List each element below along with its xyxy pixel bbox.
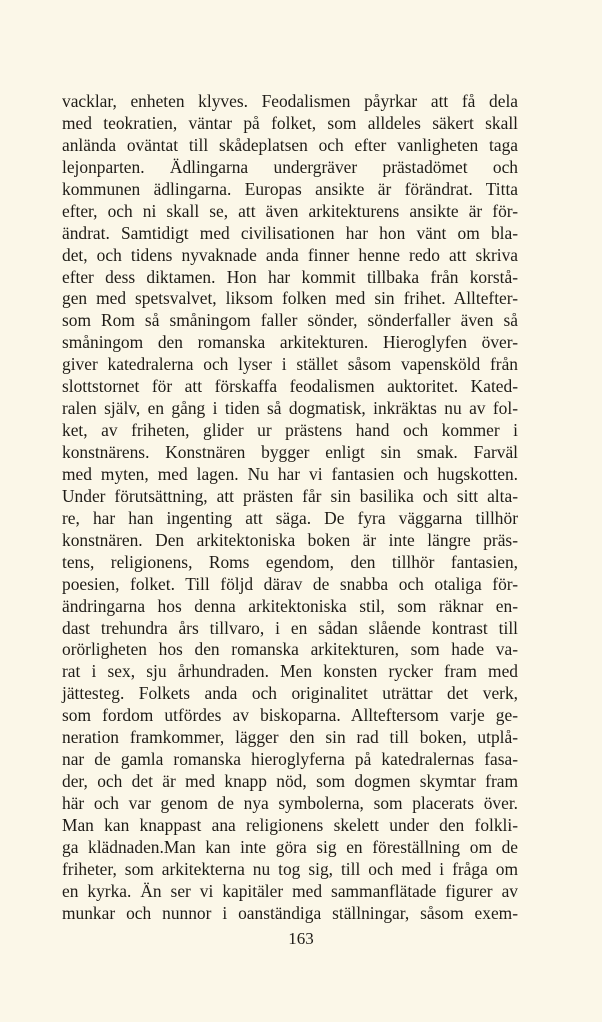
text-line-1: vacklar, enheten klyves. Feodalismen påyrkar att få dela — [62, 91, 518, 111]
text-line-10: gen med spetsvalvet, liksom folken med sin frihet. Alltefter- — [62, 288, 518, 309]
text-line-28: jättesteg. Folkets anda och originalitet uträttar det verk, — [62, 683, 518, 704]
text-line-33: här och var genom de nya symbolerna, som placerats över. — [62, 793, 518, 813]
text-line-26: orörligheten hos den romanska arkitekturen, som hade va- — [62, 639, 518, 660]
text-line-29: som fordom utfördes av biskoparna. Allteftersom varje ge- — [62, 705, 518, 726]
text-line-11: som Rom så småningom faller sönder, sönderfaller även så — [62, 310, 518, 331]
page-number: 163 — [288, 929, 314, 948]
text-line-31: nar de gamla romanska hieroglyferna på katedralernas fasa- — [62, 749, 518, 770]
text-line-35: ga klädnaden.Man kan inte göra sig en föreställning om de — [62, 836, 518, 857]
text-line-38: munkar och nunnor i oanständiga ställningar, såsom exem- — [62, 902, 518, 923]
text-line-37: en kyrka. Än ser vi kapitäler med sammanflätade figurer av — [62, 880, 518, 901]
text-line-7: ändrat. Samtidigt med civilisationen har hon vänt om bla- — [62, 222, 518, 243]
text-line-8: det, och tidens nyvaknade anda finner henne redo att skriva — [62, 244, 518, 265]
text-line-17: konstnärens. Konstnären bygger enligt sin smak. Farväl — [62, 442, 518, 462]
text-line-14: slottstornet för att förskaffa feodalismen auktoritet. Kated- — [62, 376, 518, 397]
text-line-27: rat i sex, sju århundraden. Men konsten rycker fram med — [62, 661, 518, 682]
text-line-32: der, och det är med knapp nöd, som dogmen skymtar fram — [62, 771, 518, 792]
text-line-18: med myten, med lagen. Nu har vi fantasien och hugskotten. — [62, 463, 518, 484]
text-line-12: småningom den romanska arkitekturen. Hieroglyfen över- — [62, 332, 518, 353]
text-line-20: re, har han ingenting att säga. De fyra väggarna tillhör — [62, 507, 518, 528]
text-line-23: poesien, folket. Till följd därav de snabba och otaliga för- — [62, 573, 518, 594]
text-line-5: kommunen ädlingarna. Europas ansikte är förändrat. Titta — [62, 178, 518, 199]
text-line-36: friheter, som arkitekterna nu tog sig, till och med i fråga om — [62, 858, 518, 879]
text-line-19: Under förutsättning, att prästen får sin basilika och sitt alta- — [62, 485, 518, 506]
text-line-2: med teokratien, väntar på folket, som alldeles säkert skall — [62, 112, 518, 133]
text-line-6: efter, och ni skall se, att även arkitekturens ansikte är för- — [62, 200, 518, 221]
text-line-21: konstnären. Den arkitektoniska boken är inte längre präs- — [62, 529, 518, 550]
text-line-15: ralen själv, en gång i tiden så dogmatisk, inkräktas nu av fol- — [62, 398, 518, 419]
text-line-25: dast trehundra års tillvaro, i en sådan slående kontrast till — [62, 617, 518, 638]
text-line-24: ändringarna hos denna arkitektoniska stil, som räknar en- — [62, 595, 518, 616]
text-line-22: tens, religionens, Roms egendom, den tillhör fantasien, — [62, 551, 518, 572]
text-line-13: giver katedralerna och lyser i stället såsom vapensköld från — [62, 354, 518, 375]
text-line-3: anlända oväntat till skådeplatsen och efter vanligheten taga — [62, 134, 518, 155]
text-line-30: neration framkommer, lägger den sin rad till boken, utplå- — [62, 727, 518, 748]
body-text — [62, 91, 518, 925]
text-line-9: efter dess diktamen. Hon har kommit tillbaka från korstå- — [62, 266, 518, 287]
text-line-16: ket, av friheten, glider ur prästens hand och kommer i — [62, 420, 518, 441]
text-line-4: lejonparten. Ädlingarna undergräver prästadömet och — [62, 156, 518, 177]
text-line-34: Man kan knappast ana religionens skelett under den folkli- — [62, 814, 518, 835]
